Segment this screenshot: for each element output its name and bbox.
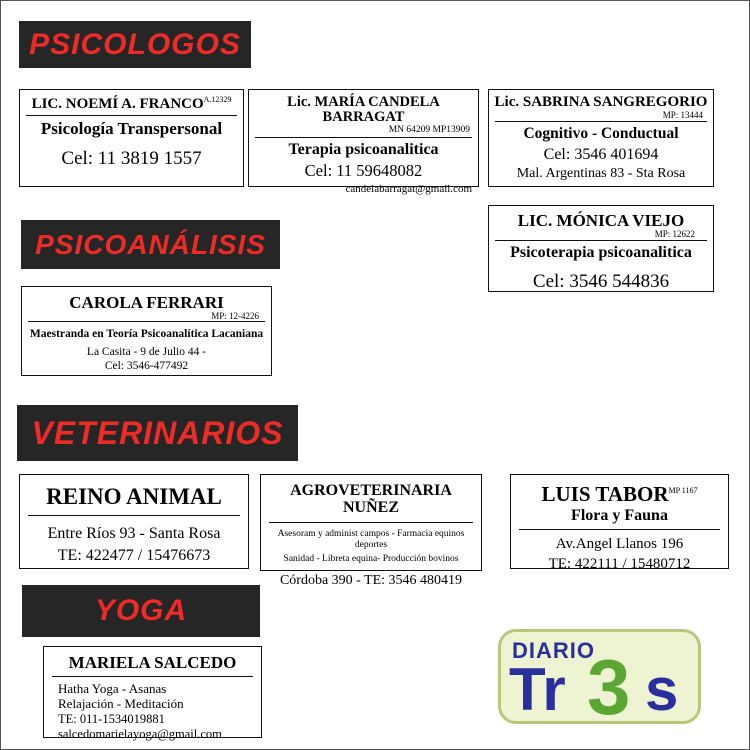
ad-name: Lic. SABRINA SANGREGORIO	[494, 94, 708, 110]
ad-phone: TE: 011-1534019881	[58, 712, 165, 727]
ad-registration: MP: 12622	[654, 228, 695, 239]
ad-card-ferrari[interactable]	[21, 286, 272, 376]
ad-email: salcedomarielayoga@gmail.com	[58, 727, 222, 742]
divider	[52, 676, 253, 677]
ad-specialty: Flora y Fauna	[571, 507, 668, 525]
ad-phone: Cel: 11 59648082	[304, 161, 423, 181]
ad-card-luis-tabor[interactable]	[510, 474, 729, 573]
ad-address: La Casita - 9 de Julio 44 -	[86, 346, 207, 359]
ad-specialty: Maestranda en Teoría Psicoanalítica Lacaniana	[29, 327, 264, 340]
ad-name	[22, 294, 271, 312]
divider	[495, 240, 707, 241]
ad-registration: A.12329	[203, 95, 232, 104]
ad-card-salcedo[interactable]	[43, 646, 262, 742]
ad-specialty: Cognitivo - Conductual	[523, 124, 679, 142]
ad-address: Av.Angel Llanos 196	[555, 536, 684, 553]
ad-card-barragat[interactable]	[248, 89, 479, 196]
ad-registration: MP: 13444	[662, 109, 703, 120]
ad-registration: MP 1167	[668, 486, 698, 495]
ad-specialty: Psicoterapia psicoanalitica	[510, 243, 692, 261]
section-banner-veterinarios	[17, 405, 298, 461]
ad-address: Entre Ríos 93 - Santa Rosa	[47, 525, 221, 543]
logo-letter-s: s	[645, 656, 679, 723]
ad-name-text: LIC. NOEMÍ A. FRANCO	[31, 96, 204, 112]
section-banner-psicoanalisis	[21, 220, 280, 269]
ad-phone: TE: 422111 / 15480712	[548, 556, 691, 573]
ad-address: Mal. Argentinas 83 - Sta Rosa	[516, 165, 686, 181]
logo-word-diario: DIARIO	[512, 638, 595, 663]
ad-name: AGROVETERINARIA NUÑEZ	[290, 482, 452, 516]
section-label: YOGA	[94, 594, 188, 627]
ad-name: LIC. MÓNICA VIEJO	[517, 211, 685, 230]
ad-card-sangregorio[interactable]	[488, 89, 714, 187]
logo-diario-tres[interactable]	[498, 629, 701, 731]
divider	[26, 115, 237, 116]
ad-services-line-1: Hatha Yoga - Asanas	[58, 680, 167, 696]
ad-card-agroveterinaria-nunez[interactable]	[260, 474, 482, 588]
section-label: VETERINARIOS	[31, 415, 284, 451]
ad-name-text: LUIS TABOR	[541, 482, 669, 506]
ad-name-text: CAROLA FERRARI	[69, 293, 224, 312]
ad-services-line-1: Asesoram y administ campos - Farmacia equinos deportes	[277, 528, 465, 550]
ad-name	[511, 483, 728, 505]
ad-card-reino-animal[interactable]	[19, 474, 249, 569]
ad-specialty: Terapia psicoanalitica	[288, 140, 439, 158]
ad-registration: MN 64209 MP13909	[388, 125, 470, 136]
ad-phone: Cel: 11 3819 1557	[61, 148, 202, 170]
ad-name: REINO ANIMAL	[46, 484, 222, 509]
ad-contact: Córdoba 390 - TE: 3546 480419	[279, 572, 463, 588]
logo-digit-three: 3	[587, 643, 631, 731]
ad-name: MARIELA SALCEDO	[68, 653, 237, 672]
section-banner-psicologos	[19, 21, 251, 68]
ad-card-viejo[interactable]	[488, 205, 714, 292]
ad-services-line-2: Relajación - Meditación	[58, 696, 184, 712]
ad-phone: Cel: 3546 401694	[543, 145, 659, 163]
ad-name	[20, 96, 243, 113]
divider	[255, 137, 472, 138]
ad-services-line-2: Sanidad - Libreta equina- Producción bovinos	[283, 554, 459, 565]
ad-card-franco[interactable]	[19, 89, 244, 187]
divider	[519, 529, 720, 530]
divider	[28, 515, 240, 516]
section-banner-yoga	[22, 585, 260, 637]
ad-registration: MP: 12-4226	[211, 310, 259, 321]
divider	[28, 321, 265, 322]
ad-phone: Cel: 3546-477492	[104, 359, 189, 372]
section-label: PSICOANÁLISIS	[35, 228, 266, 260]
ad-phone: Cel: 3546 544836	[532, 271, 670, 293]
logo-word-tr: Tr	[509, 656, 566, 723]
section-label: PSICOLOGOS	[29, 27, 241, 61]
ad-phone: TE: 422477 / 15476673	[57, 547, 211, 565]
divider	[495, 121, 707, 122]
ad-name: Lic. MARÍA CANDELA BARRAGAT	[287, 94, 440, 126]
divider	[269, 522, 473, 523]
ad-email: candelabarragat@gmail.com	[345, 183, 472, 196]
ad-specialty: Psicología Transpersonal	[40, 118, 223, 138]
